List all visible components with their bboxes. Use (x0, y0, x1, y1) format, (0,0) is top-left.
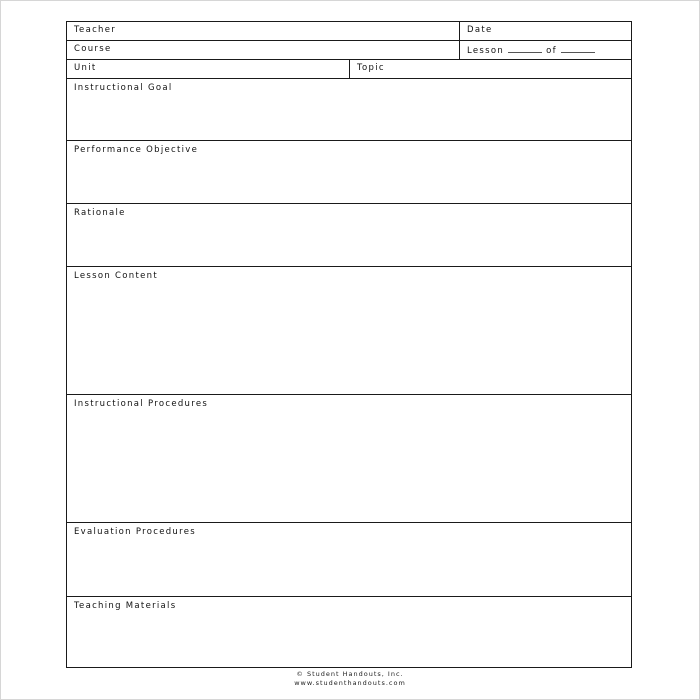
unit-field[interactable] (66, 59, 350, 79)
teacher-label: Teacher (74, 25, 117, 35)
rationale-label: Rationale (74, 208, 126, 218)
topic-label: Topic (357, 63, 385, 73)
performance-objective-label: Performance Objective (74, 145, 199, 155)
teaching-materials-section[interactable] (66, 596, 632, 668)
rationale-section[interactable] (66, 203, 632, 267)
date-label: Date (467, 25, 493, 35)
lesson-content-section[interactable] (66, 266, 632, 395)
course-label: Course (74, 44, 112, 54)
course-field[interactable] (66, 40, 460, 60)
date-field[interactable] (459, 21, 632, 41)
evaluation-procedures-section[interactable] (66, 522, 632, 597)
lesson-number-label (467, 44, 599, 57)
instructional-procedures-label: Instructional Procedures (74, 399, 209, 409)
lesson-plan-form (66, 21, 632, 668)
lesson-label: Lesson (467, 46, 505, 56)
instructional-procedures-section[interactable] (66, 394, 632, 523)
performance-objective-section[interactable] (66, 140, 632, 204)
lesson-total-blank (561, 44, 595, 53)
lesson-number-blank (508, 44, 542, 53)
lesson-of-label: of (546, 46, 557, 56)
footer-copyright: © Student Handouts, Inc. (296, 670, 404, 678)
unit-label: Unit (74, 63, 97, 73)
lesson-content-label: Lesson Content (74, 271, 158, 281)
evaluation-procedures-label: Evaluation Procedures (74, 527, 196, 537)
topic-field[interactable] (349, 59, 632, 79)
teacher-field[interactable] (66, 21, 460, 41)
instructional-goal-section[interactable] (66, 78, 632, 141)
lesson-number-field[interactable] (459, 40, 632, 60)
footer-website[interactable]: www.studenthandouts.com (294, 679, 406, 687)
teaching-materials-label: Teaching Materials (74, 601, 177, 611)
instructional-goal-label: Instructional Goal (74, 83, 173, 93)
